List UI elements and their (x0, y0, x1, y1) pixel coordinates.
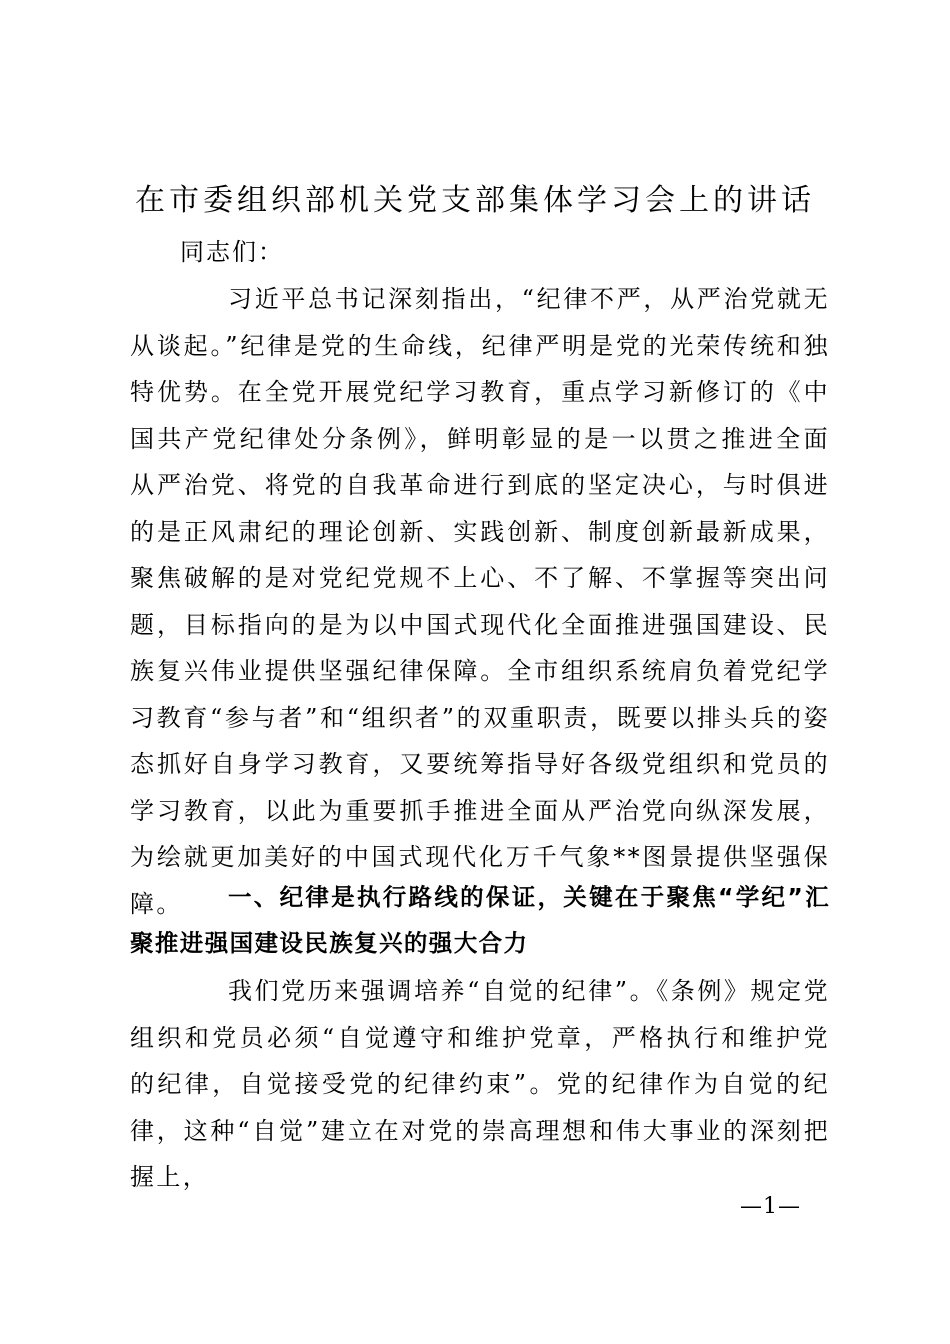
salutation: 同志们： (180, 238, 284, 266)
page-number: —1— (740, 1194, 801, 1219)
section-heading-1: 一、纪律是执行路线的保证，关键在于聚焦“学纪”汇聚推进强国建设民族复兴的强大合力 (130, 883, 830, 957)
document-title: 在市委组织部机关党支部集体学习会上的讲话 (135, 183, 815, 218)
body-paragraph-2: 我们党历来强调培养“自觉的纪律”。《条例》规定党组织和党员必须“自觉遵守和维护党章，严格执行和维护党的纪律，自觉接受党的纪律约束”。党的纪律作为自觉的纪律，这种“自觉”建立在对党的崇高理想和伟大事业的深刻把握上， (130, 977, 830, 1191)
body-paragraph-1: 习近平总书记深刻指出，“纪律不严，从严治党就无从谈起。”纪律是党的生命线，纪律严明是党的光荣传统和独特优势。在全党开展党纪学习教育，重点学习新修订的《中国共产党纪律处分条例》，鲜明彰显的是一以贯之推进全面从严治党、将党的自我革命进行到底的坚定决心，与时俱进的是正风肃纪的理论创新、实践创新、制度创新最新成果，聚焦破解的是对党纪党规不上心、不了解、不掌握等突出问题，目标指向的是为以中国式现代化全面推进强国建设、民族复兴伟业提供坚强纪律保障。全市组织系统肩负着党纪学习教育“参与者”和“组织者”的双重职责，既要以排头兵的姿态抓好自身学习教育，又要统筹指导好各级党组织和党员的学习教育，以此为重要抓手推进全面从严治党向纵深发展，为绘就更加美好的中国式现代化万千气象**图景提供坚强保障。 (130, 285, 830, 918)
